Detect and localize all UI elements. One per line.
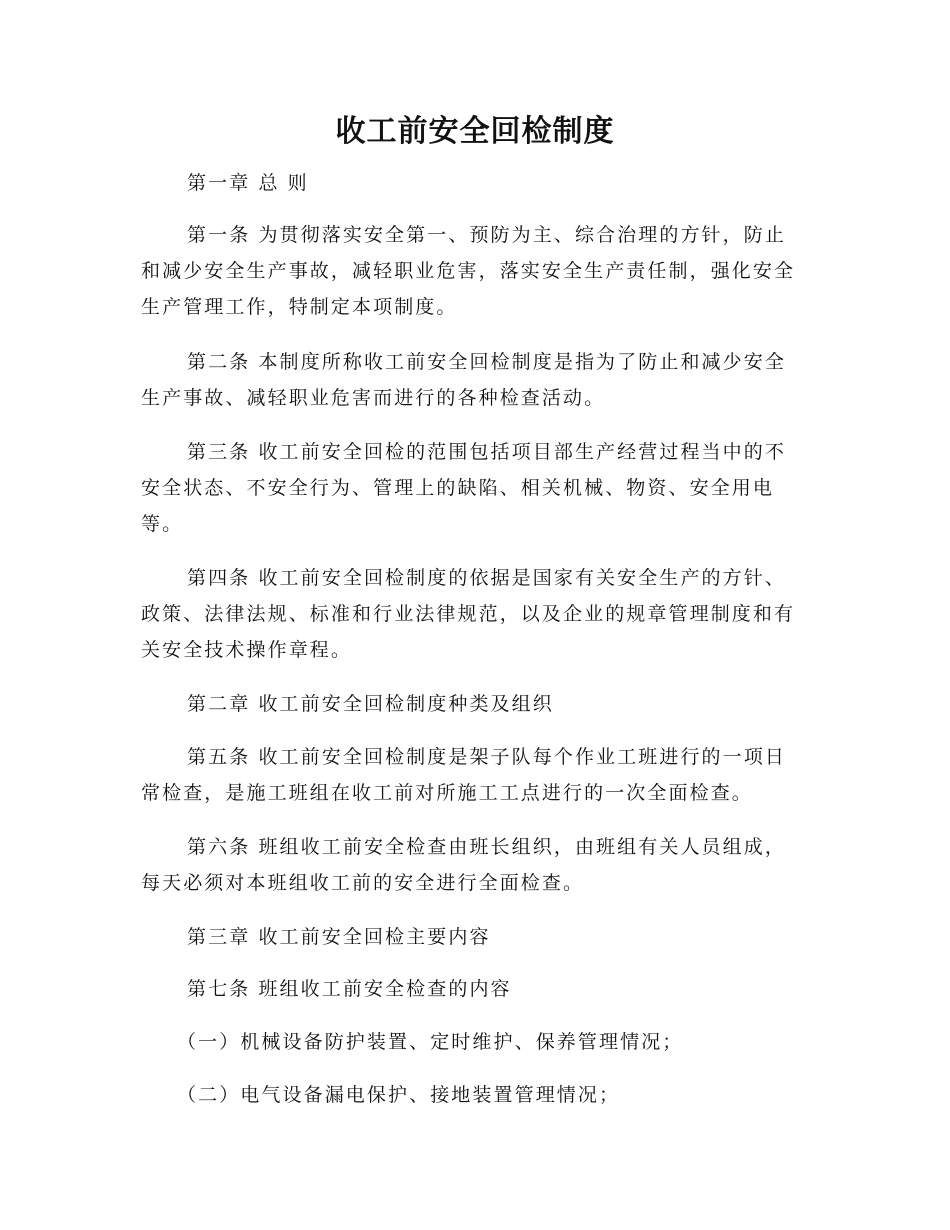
article-7: 第七条 班组收工前安全检查的内容	[187, 978, 512, 1000]
article-4: 第四条 收工前安全回检制度的依据是国家有关安全生产的方针、政策、法律法规、标准和行业法律规范，以及企业的规章管理制度和有关安全技术操作章程。	[141, 567, 796, 661]
list-item-1: （一）机械设备防护装置、定时维护、保养管理情况；	[177, 1031, 684, 1053]
article-2: 第二条 本制度所称收工前安全回检制度是指为了防止和减少安全生产事故、减轻职业危害而进行的各种检查活动。	[141, 351, 786, 409]
article-6: 第六条 班组收工前安全检查由班长组织，由班组有关人员组成，每天必须对本班组收工前的安全进行全面检查。	[141, 836, 786, 894]
chapter-3-heading: 第三章 收工前安全回检主要内容	[187, 926, 491, 948]
article-1: 第一条 为贯彻落实安全第一、预防为主、综合治理的方针，防止和减少安全生产事故，减轻职业危害，落实安全生产责任制，强化安全生产管理工作，特制定本项制度。	[141, 224, 796, 318]
chapter-2-heading: 第二章 收工前安全回检制度种类及组织	[187, 693, 554, 715]
article-5: 第五条 收工前安全回检制度是架子队每个作业工班进行的一项日常检查，是施工班组在收工前对所施工工点进行的一次全面检查。	[141, 746, 786, 804]
article-3: 第三条 收工前安全回检的范围包括项目部生产经营过程当中的不安全状态、不安全行为、管理上的缺陷、相关机械、物资、安全用电等。	[141, 441, 786, 535]
document-title: 收工前安全回检制度	[335, 114, 615, 149]
chapter-1-heading: 第一章 总 则	[187, 172, 309, 194]
list-item-2: （二）电气设备漏电保护、接地装置管理情况；	[177, 1084, 621, 1106]
